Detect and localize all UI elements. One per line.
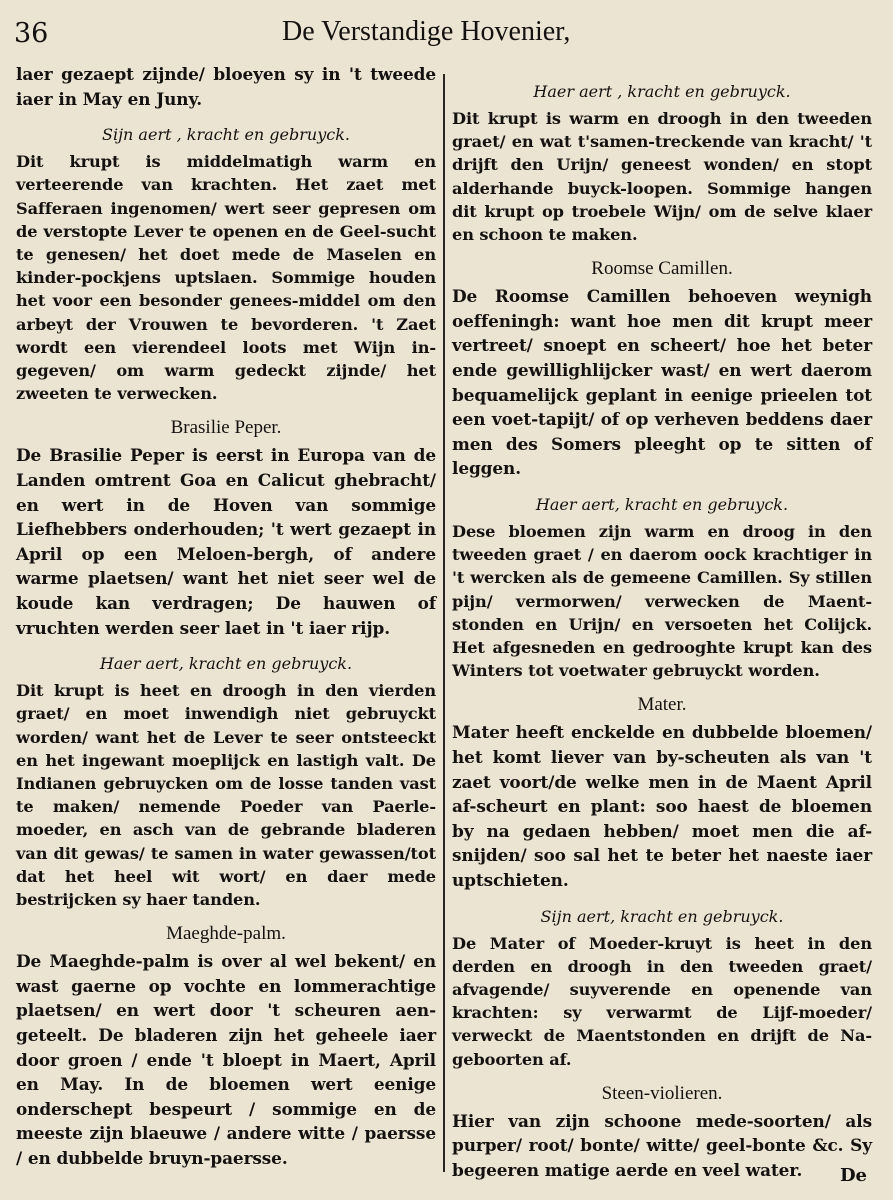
right-column (452, 62, 872, 1183)
section-heading: Mater. (637, 694, 687, 716)
paragraph: Dese bloemen zijn warm en droog in den tweeden graet / en daerom oock krachtiger in 't wercken als de gemeene Camillen. Sy stillen pijn/ vermorwen/ verwecken de Maent-stonden en Urijn/ en versoeten het Colijck. Het afgesneden en gedrooghte krupt kan des Winters tot voetwater gebruyckt worden. (452, 521, 872, 681)
left-column (16, 62, 436, 1171)
column-divider (443, 74, 445, 1172)
subheading: Sijn aert, kracht en gebruyck. (540, 906, 784, 926)
subheading: Haer aert, kracht en gebruyck. (99, 654, 353, 674)
paragraph: De Roomse Camillen behoeven weynigh oeffeningh: want hoe men dit krupt meer vertreet/ snoept en scheert/ hoe het beter ende gewillighlijcker wast/ en wert daerom bequamelijck geplant in eenige prieelen tot een voet-tapijt/ of op verheven beddens daer men des Somers pleeght op te sitten of leggen. (452, 286, 872, 479)
paragraph: Mater heeft enckelde en dubbelde bloemen/ het komt liever van by-scheuten als van 't zaet voort/de welke men in de Maent April af-scheurt en plant: soo haest de bloemen by na gedaen hebben/ moet men die af-snijden/ soo sal het te beter het naeste iaer uptschieten. (452, 722, 872, 890)
running-title: De Verstandige Hovenier, (282, 16, 571, 47)
paragraph: De Brasilie Peper is eerst in Europa van de Landen omtrent Goa en Calicut ghebracht/ en wert in de Hoven van sommige Liefhebbers onderhouden; 't wert gezaept in April op een Meloen-bergh, of andere warme plaetsen/ want het niet seer wel de koude kan verdragen; De hauwen of vruchten werden seer laet in 't iaer rijp. (16, 445, 436, 638)
catchword: De (839, 1165, 867, 1186)
section-heading: Roomse Camillen. (591, 258, 733, 280)
subheading: Haer aert , kracht en gebruyck. (533, 82, 791, 101)
page-number: 36 (14, 18, 49, 49)
paragraph: Dit krupt is warm en droogh in den tweeden graet/ en wat t'samen-treckende van kracht/ 't drijft den Urijn/ geneest wonden/ en stopt alderhande buyck-loopen. Sommige hangen dit krupt op troebele Wijn/ om de selve klaer en schoon te maken. (452, 109, 872, 245)
paragraph: Dit krupt is middelmatigh warm en verteerende van krachten. Het zaet met Safferaen ingenomen/ wert seer gepresen om de verstopte Lever te openen en de Geel-sucht te genesen/ het doet mede de Maselen en kinder-pockjens uptslaen. Sommige houden het voor een besonder genees-middel om den arbeyt der Vrouwen te bevorderen. 't Zaet wordt een vierendeel loots met Wijn in-gegeven/ om warm gedeckt zijnde/ het zweeten te verwecken. (16, 152, 436, 404)
section-heading: Steen-violieren. (601, 1082, 723, 1104)
paragraph: De Mater of Moeder-kruyt is heet in den derden en droogh in den tweeden graet/ afvagende/ suyverende en openende van krachten: sy verwarmt de Lijf-moeder/ verweckt de Maentstonden en drijft de Na-geboorten af. (452, 933, 872, 1069)
subheading: Haer aert, kracht en gebruyck. (535, 494, 789, 514)
paragraph: Hier van zijn schoone mede-soorten/ als purper/ root/ bonte/ witte/ geel-bonte &c. Sy begeeren matige aerde en veel water. (452, 1110, 872, 1180)
paragraph: Dit krupt is heet en droogh in den vierden graet/ en moet inwendigh niet gebruyckt worden/ want het de Lever te seer ontsteeckt en het ingewant moeplijck en lastigh valt. De Indianen gebruycken om de losse tanden vast te maken/ nemende Poeder van Paerle-moeder, en asch van de gebrande bladeren van dit gewas/ te samen in water gewassen/tot dat het heel wit wort/ en daer mede bestrijcken sy haer tanden. (16, 681, 436, 909)
section-heading: Brasilie Peper. (170, 417, 282, 439)
paragraph: laer gezaept zijnde/ bloeyen sy in 't tweede iaer in May en Juny. (16, 64, 436, 109)
subheading: Sijn aert , kracht en gebruyck. (102, 125, 350, 145)
paragraph: De Maeghde-palm is over al wel bekent/ en wast gaerne op vochte en lommerachtige plaetsen/ en wert door 't scheuren aen-geteelt. De bladeren zijn het geheele iaer door groen / ende 't bloept in Maert, April en May. In de bloemen wert eenige onderschept bespeurt / sommige en de meeste zijn blaeuwe / andere witte / paersse / en dubbelde bruyn-paersse. (16, 951, 436, 1168)
section-heading: Maeghde-palm. (166, 923, 286, 945)
